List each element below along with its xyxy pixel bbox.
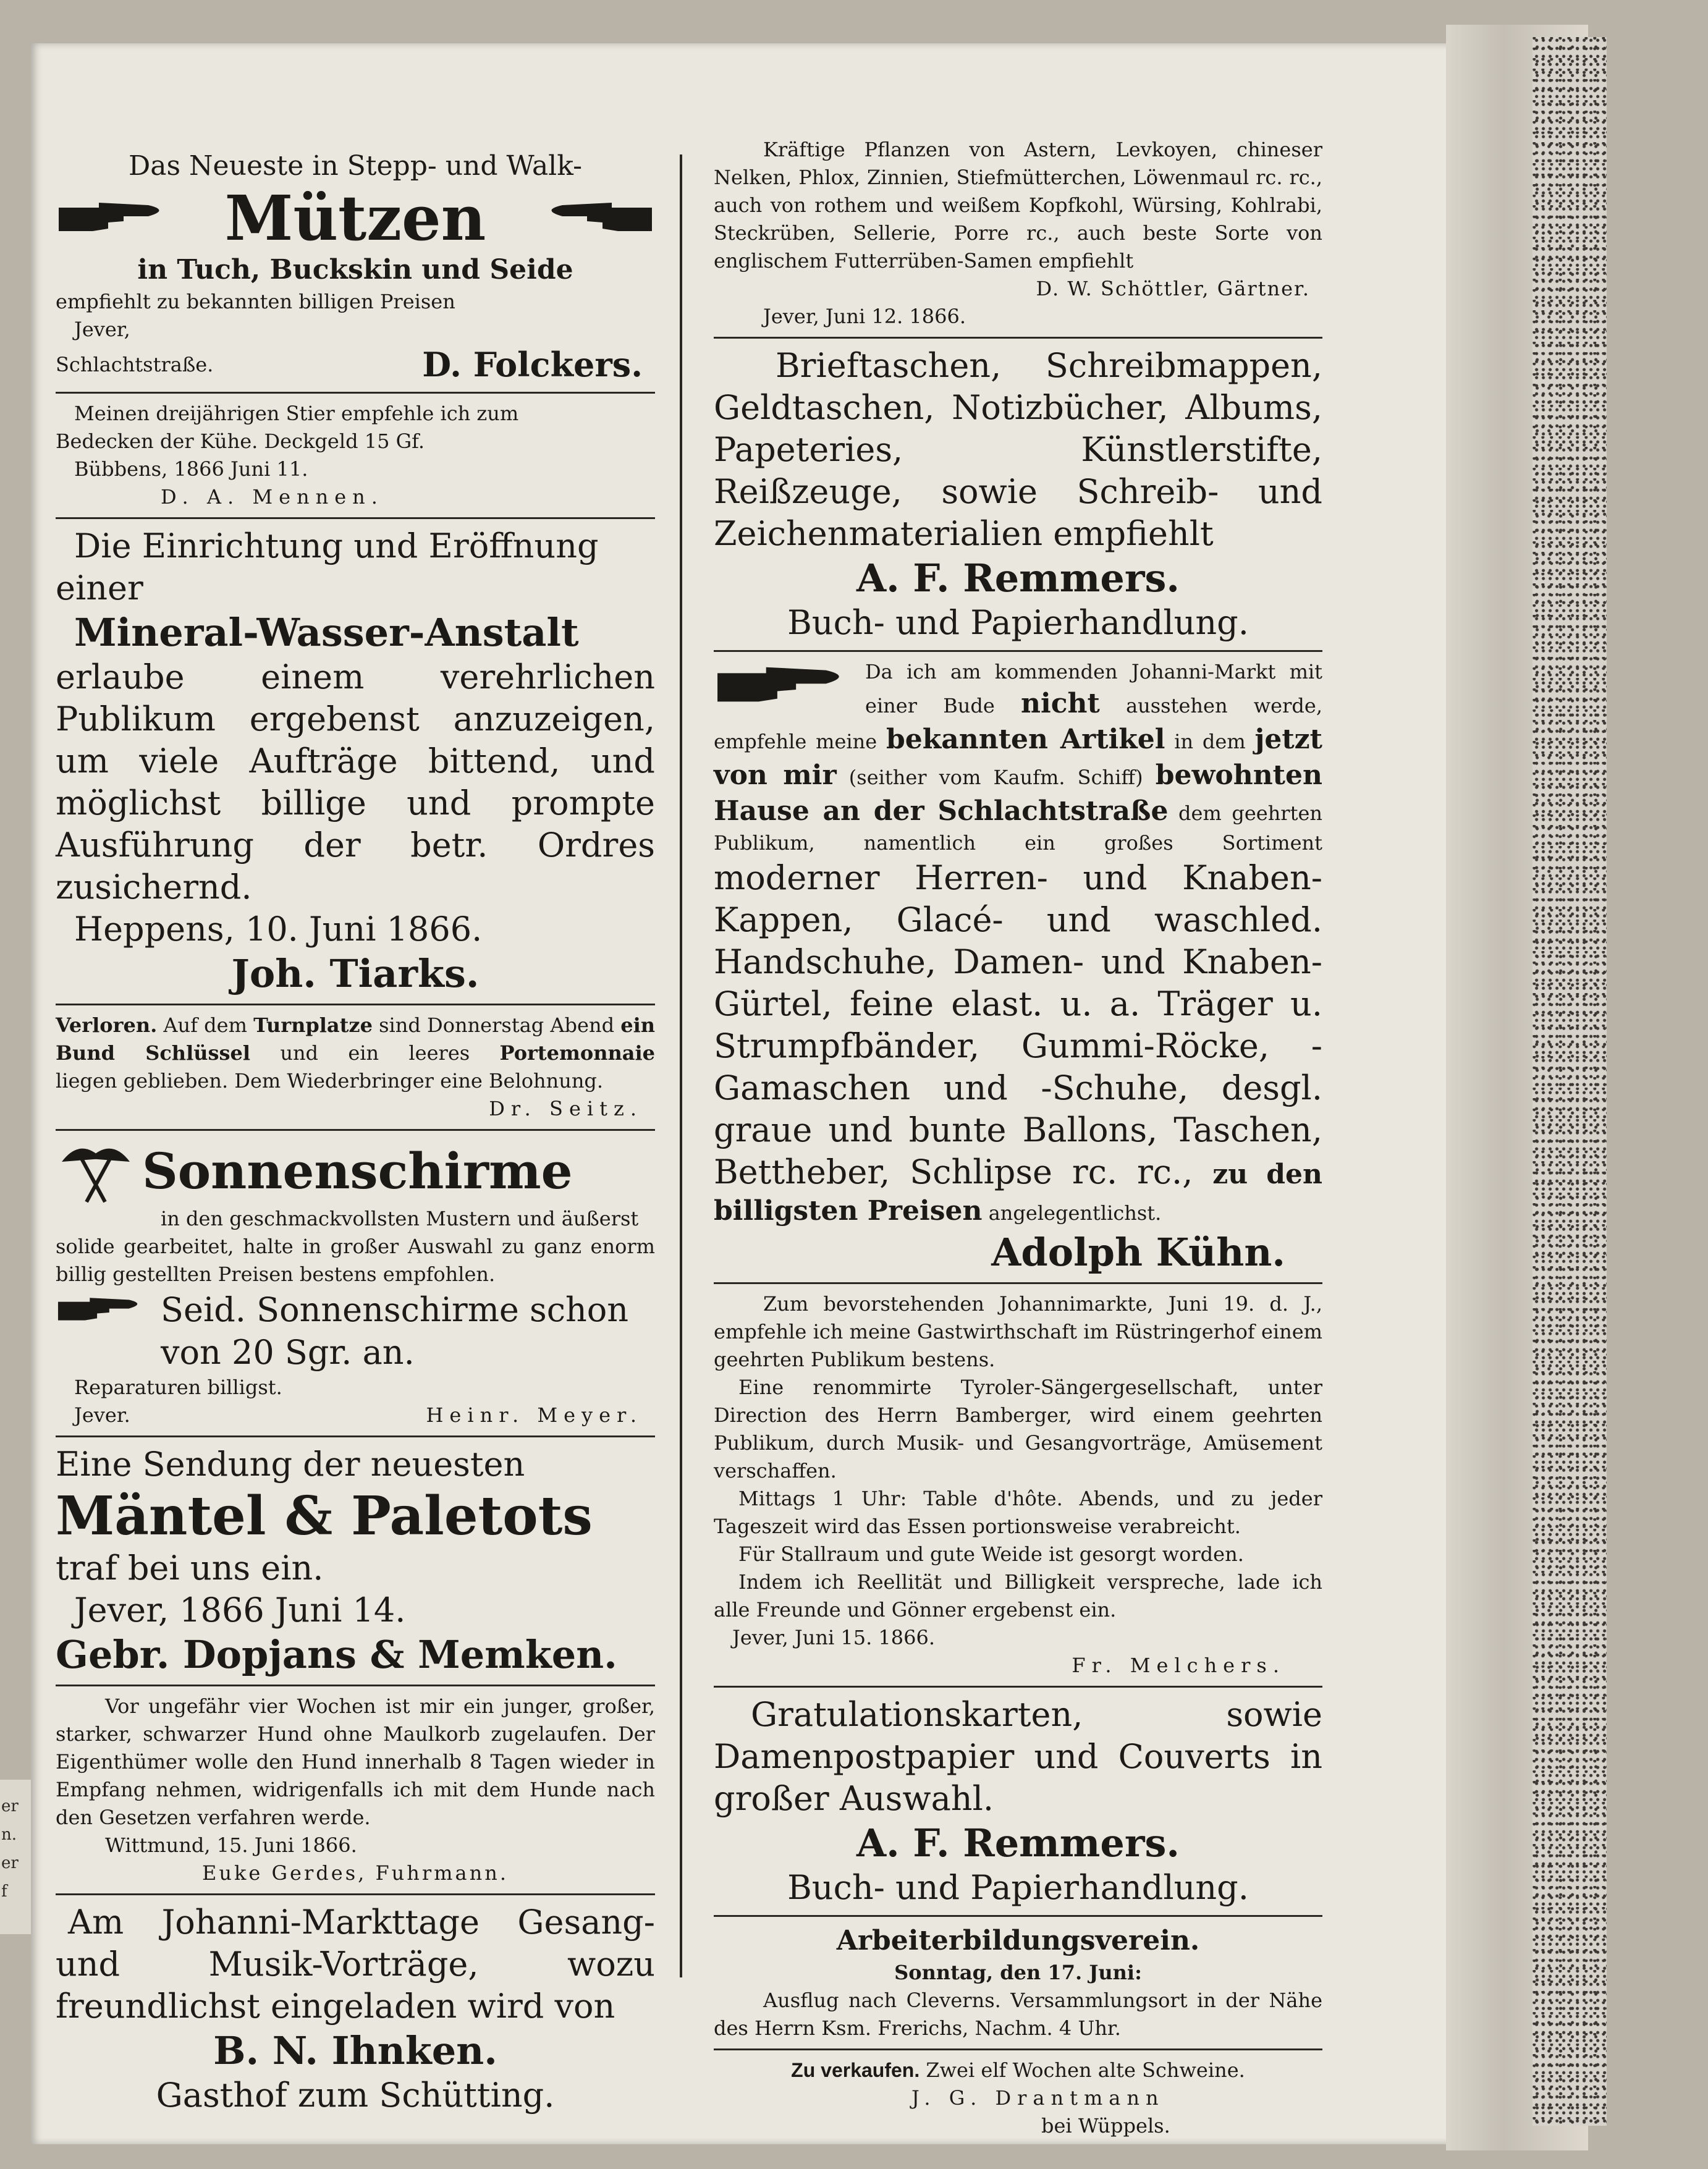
- divider: [714, 337, 1322, 339]
- offer-row: [56, 1288, 655, 1332]
- ad-place: Jever.: [74, 1403, 130, 1427]
- ad-paragraph: Mittags 1 Uhr: Table d'hôte. Abends, und zu jeder Tageszeit wird das Essen portionsweise verabreicht.: [714, 1487, 1322, 1538]
- ad-shop: Buch- und Papierhandlung.: [787, 603, 1249, 642]
- ad-street: Schlachtstraße.: [56, 352, 214, 376]
- ad-venue: Gasthof zum Schütting.: [156, 2076, 555, 2115]
- ad-paragraph: Zum bevorstehenden Johannimarkte, Juni 19. d. J., empfehle ich meine Gastwirthschaft im Rüstringerhof einem geehrten Publikum bestens.: [714, 1292, 1322, 1371]
- ad-body: Ausflug nach Cleverns. Versammlungsort in der Nähe des Herrn Ksm. Frerichs, Nachm. 4 Uhr.: [714, 1989, 1322, 2040]
- divider: [56, 1893, 655, 1895]
- ad-body: Vor ungefähr vier Wochen ist mir ein junger, großer, starker, schwarzer Hund ohne Maulkorb zugelaufen. Der Eigenthümer wolle den Hund innerhalb 8 Tagen wieder in Empfang nehmen, widrigenfalls ich mit dem Hunde nach den Gesetzen verfahren werde.: [56, 1694, 655, 1829]
- ad-text: Auf dem: [157, 1013, 254, 1037]
- column-divider: [680, 154, 682, 1977]
- ad-date: Jever, Juni 12. 1866.: [763, 305, 966, 328]
- right-column: [714, 136, 1322, 2140]
- ad-signature: Adolph Kühn.: [991, 1230, 1285, 1275]
- ad-signature: Joh. Tiarks.: [231, 951, 480, 996]
- ad-text: empfiehlt zu bekannten billigen Preisen: [56, 290, 455, 313]
- ad-signature: A. F. Remmers.: [856, 556, 1180, 601]
- ad-signature: B. N. Ihnken.: [213, 2028, 497, 2073]
- ad-paragraph: Eine renommirte Tyroler-Sängergesellschaft, unter Direction des Herrn Bamberger, wird einem geehrten Publikum, durch Musik- und Gesangvorträge, Amüsement verschaffen.: [714, 1376, 1322, 1482]
- ad-body: [714, 658, 1322, 1229]
- ad-emphasis: zu den billigsten Preisen: [714, 1159, 1323, 1227]
- ad-remmers-schreibwaren: [714, 345, 1322, 644]
- ad-place: bei Wüppels.: [1041, 2114, 1170, 2137]
- ad-text: Die Einrichtung und Eröffnung: [74, 526, 599, 565]
- ad-text: (seither vom Kaufm. Schiff): [836, 766, 1156, 789]
- ad-body: solide gearbeitet, halte in großer Auswahl zu ganz enorm billig gestellten Preisen bestens empfohlen.: [56, 1235, 655, 1286]
- ad-day: Sonntag, den 17. Juni:: [894, 1961, 1142, 1984]
- ad-emphasis: jetzt von mir: [714, 724, 1322, 791]
- ad-text: dem geehrten Publikum, namentlich ein großes Sortiment: [714, 801, 1322, 855]
- ad-emphasis: bekannten Artikel: [886, 724, 1165, 755]
- divider: [714, 1686, 1322, 1688]
- divider: [56, 392, 655, 394]
- ad-headline: Mützen: [224, 182, 486, 255]
- divider: [714, 1915, 1322, 1917]
- left-column: [56, 148, 655, 2116]
- divider: [56, 1004, 655, 1005]
- pointing-hand-right-icon: [56, 197, 173, 240]
- ad-lead: Zu verkaufen.: [791, 2059, 920, 2081]
- ad-text: Zwei elf Wochen alte Schweine.: [920, 2058, 1245, 2082]
- ad-headline: Mäntel & Paletots: [56, 1485, 593, 1547]
- ad-signature: Euke Gerdes, Fuhrmann.: [202, 1861, 509, 1885]
- ad-muetzen: [56, 148, 655, 386]
- ad-text: angelegentlichst.: [982, 1201, 1162, 1225]
- ad-signature: D. W. Schöttler, Gärtner.: [1036, 277, 1310, 300]
- ad-paragraph: Für Stallraum und gute Weide ist gesorgt worden.: [738, 1542, 1244, 1566]
- ad-body: [714, 2057, 1322, 2084]
- ad-sonnenschirme: [56, 1137, 655, 1429]
- ad-headline: Mineral-Wasser-Anstalt: [74, 610, 579, 655]
- pointing-hand-right-icon: [56, 1288, 148, 1332]
- ad-text: Meinen dreijährigen Stier empfehle ich zum: [74, 402, 519, 425]
- ad-product-list: moderner Herren- und Knaben-Kappen, Glacé- und waschled. Handschuhe, Damen- und Knaben-Gürtel, feine elast. u. a. Träger u. Strumpfbänder, Gummi-Röcke, -Gamaschen und -Schuhe, desgl. graue und bunte Ballons, Taschen, Bettheber, Schlipse rc. rc.,: [714, 858, 1322, 1191]
- ad-emphasis: nicht: [1021, 688, 1100, 719]
- headline-row: [56, 182, 655, 255]
- divider: [714, 650, 1322, 652]
- ad-text: Reparaturen billigst.: [74, 1376, 282, 1399]
- ad-text: einer: [56, 569, 143, 607]
- umbrella-icon: [56, 1137, 136, 1205]
- ad-lead: Verloren.: [56, 1013, 158, 1037]
- ad-text: sind Donnerstag Abend: [372, 1013, 621, 1037]
- ad-paragraph: Indem ich Reellität und Billigkeit verspreche, lade ich alle Freunde und Gönner ergebenst ein.: [714, 1570, 1322, 1621]
- ad-offer: Seid. Sonnenschirme schon: [161, 1290, 629, 1329]
- ad-kuehn: [714, 658, 1322, 1276]
- signature-row: [56, 344, 655, 386]
- ad-headline: Sonnenschirme: [142, 1142, 573, 1200]
- ad-text: liegen geblieben. Dem Wiederbringer eine Belohnung.: [56, 1069, 604, 1093]
- ad-mineral-wasser: [56, 525, 655, 997]
- ad-signature: D. A. Mennen.: [161, 485, 384, 509]
- pointing-hand-right-icon: [714, 658, 856, 714]
- ad-place: Jever,: [74, 318, 130, 341]
- ad-body: Am Johanni-Markttage Gesang- und Musik-Vorträge, wozu freundlichst eingeladen wird von: [56, 1903, 655, 2026]
- ad-signature: A. F. Remmers.: [856, 1820, 1180, 1866]
- ad-pflanzen: [714, 136, 1322, 331]
- ad-emphasis: bewohnten Hause an der Schlachtstraße: [714, 759, 1322, 827]
- ad-date: Wittmund, 15. Juni 1866.: [105, 1833, 357, 1857]
- ad-shop: Buch- und Papierhandlung.: [787, 1868, 1249, 1907]
- ad-johanni-markt: [56, 1901, 655, 2116]
- ad-body: [56, 1012, 655, 1095]
- ad-text: Da ich am kommenden Johanni-Markt mit einer Bude: [865, 660, 1322, 717]
- ad-text: traf bei uns ein.: [56, 1549, 324, 1588]
- ad-emphasis: ein Bund Schlüssel: [56, 1013, 656, 1065]
- ad-melchers: [714, 1290, 1322, 1680]
- headline-row: [56, 1137, 655, 1205]
- ad-signature: Dr. Seitz.: [489, 1097, 643, 1120]
- divider: [56, 517, 655, 519]
- ad-emphasis: Turnplatze: [253, 1013, 373, 1037]
- ad-hund: [56, 1693, 655, 1887]
- ad-body: Gratulationskarten, sowie Damenpostpapier und Couverts in großer Auswahl.: [714, 1695, 1322, 1818]
- divider: [56, 1435, 655, 1437]
- signature-row: [56, 1402, 655, 1429]
- ad-offer: von 20 Sgr. an.: [161, 1333, 415, 1372]
- ad-stier: [56, 400, 655, 511]
- ad-body: Kräftige Pflanzen von Astern, Levkoyen, chineser Nelken, Phlox, Zinnien, Stiefmütterchen, Löwenmaul rc. rc., auch von rothem und weißem Kopfkohl, Würsing, Kohlrabi, Steckrüben, Sellerie, Porre rc., auch beste Sorte von englischem Futterrüben-Samen empfiehlt: [714, 138, 1322, 273]
- ad-verloren: [56, 1012, 655, 1123]
- ad-remmers-karten: [714, 1694, 1322, 1909]
- ad-body: erlaube einem verehrlichen Publikum ergebenst anzuzeigen, um viele Aufträge bittend, und möglichst billige und prompte Ausführung der betr. Ordres zusichernd.: [56, 657, 655, 907]
- divider: [714, 2048, 1322, 2050]
- divider: [56, 1129, 655, 1131]
- ad-text: ausstehen werde, empfehle meine: [714, 694, 1323, 753]
- divider: [56, 1685, 655, 1686]
- ad-signature: Heinr. Meyer.: [426, 1403, 643, 1427]
- ad-text: in dem: [1165, 730, 1255, 753]
- ad-date: Jever, 1866 Juni 14.: [74, 1591, 406, 1630]
- ad-maentel: [56, 1444, 655, 1678]
- divider: [714, 1282, 1322, 1284]
- book-cover-speckled: [1533, 37, 1607, 2126]
- adjacent-page-text: er n. er f: [1, 1797, 19, 1901]
- ad-text: und ein leeres: [250, 1041, 500, 1065]
- ad-text: Das Neueste in Stepp- und Walk-: [128, 150, 582, 182]
- ad-text: Bedecken der Kühe. Deckgeld 15 Gf.: [56, 429, 425, 453]
- ad-title: Arbeiterbildungsverein.: [836, 1925, 1200, 1956]
- ad-signature: D. Folckers.: [422, 345, 643, 384]
- ad-signature: Fr. Melchers.: [1072, 1654, 1285, 1677]
- ad-arbeiterbildungsverein: [714, 1923, 1322, 2042]
- ad-text: Eine Sendung der neuesten: [56, 1445, 525, 1484]
- ad-date: Heppens, 10. Juni 1866.: [74, 910, 483, 949]
- ad-text: in den geschmackvollsten Mustern und äußerst: [161, 1207, 639, 1230]
- pointing-hand-left-icon: [538, 197, 655, 240]
- ad-signature: Gebr. Dopjans & Memken.: [56, 1632, 617, 1677]
- ad-signature: J. G. Drantmann: [911, 2086, 1165, 2110]
- ad-date: Bübbens, 1866 Juni 11.: [74, 457, 308, 481]
- ad-schweine: [714, 2057, 1322, 2140]
- ad-subline: in Tuch, Buckskin und Seide: [137, 254, 573, 285]
- ad-body: Brieftaschen, Schreibmappen, Geldtaschen, Notizbücher, Albums, Papeteries, Künstlerstifte, Reißzeuge, sowie Schreib- und Zeichenmaterialien empfiehlt: [714, 346, 1322, 553]
- ad-date: Jever, Juni 15. 1866.: [732, 1626, 936, 1649]
- ad-emphasis: Portemonnaie: [499, 1041, 656, 1065]
